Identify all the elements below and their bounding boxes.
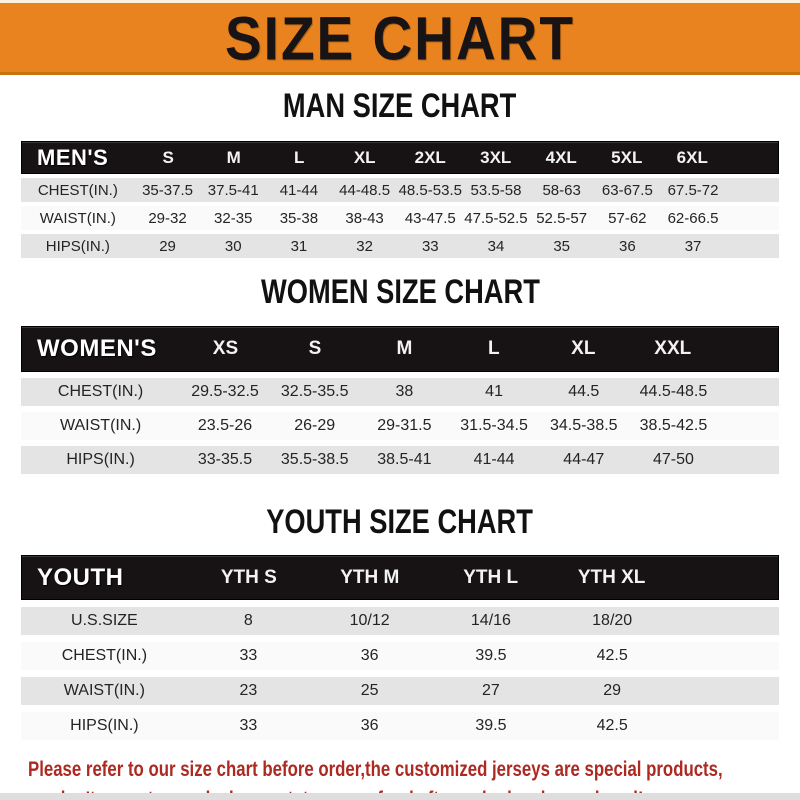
women-size-table — [21, 326, 779, 474]
youth-column-header: YTH M — [340, 566, 400, 588]
men-column-header: 4XL — [545, 147, 577, 167]
men-size-section — [21, 85, 779, 258]
youth-table-row — [21, 642, 779, 670]
row-label: HIPS(IN.) — [45, 237, 110, 255]
men-column-header: 3XL — [480, 147, 512, 167]
women-table-group-label: WOMEN'S — [37, 335, 157, 362]
men-column-header: M — [226, 147, 241, 167]
row-value: 31 — [290, 237, 308, 255]
row-value: 36 — [619, 237, 636, 255]
size-chart-banner — [0, 0, 800, 75]
women-table-row — [21, 412, 779, 440]
row-value: 29-32 — [148, 209, 187, 227]
row-value: 35-38 — [279, 209, 319, 227]
row-value: 33 — [239, 647, 258, 664]
row-value: 33 — [421, 237, 439, 255]
youth-table-row — [21, 712, 779, 740]
row-label: WAIST(IN.) — [39, 209, 116, 227]
row-value: 41-44 — [473, 451, 515, 468]
men-column-header: 5XL — [611, 147, 643, 167]
women-column-header: L — [488, 338, 500, 359]
row-value: 44-47 — [563, 451, 605, 468]
row-value: 8 — [243, 612, 253, 629]
youth-table-header-row — [21, 555, 779, 600]
men-column-header: 6XL — [676, 147, 708, 167]
men-table-row — [21, 234, 779, 258]
youth-section-title-text: YOUTH SIZE CHART — [266, 501, 534, 542]
row-value: 38-43 — [345, 209, 384, 227]
row-label: CHEST(IN.) — [61, 647, 148, 664]
row-value: 42.5 — [596, 717, 628, 734]
row-value: 32-35 — [214, 209, 253, 227]
row-value: 41 — [485, 383, 503, 400]
row-label: WAIST(IN.) — [63, 682, 145, 699]
women-section-title — [21, 271, 779, 312]
row-value: 42.5 — [596, 647, 628, 664]
row-value: 44.5 — [568, 383, 600, 400]
row-value: 35.5-38.5 — [280, 451, 349, 468]
men-column-header: L — [293, 147, 305, 167]
men-table-row — [21, 206, 779, 230]
row-value: 44.5-48.5 — [639, 383, 708, 400]
row-value: 25 — [360, 682, 379, 699]
youth-table-row — [21, 607, 779, 635]
men-table-row — [21, 178, 779, 202]
row-value: 29 — [159, 237, 176, 255]
row-value: 39.5 — [475, 717, 507, 734]
size-charts-container — [0, 85, 800, 740]
row-value: 67.5-72 — [667, 181, 719, 199]
women-column-header: XL — [571, 338, 596, 359]
row-value: 35 — [553, 237, 570, 255]
row-value: 53.5-58 — [470, 181, 522, 199]
men-column-header: 2XL — [414, 147, 446, 167]
row-value: 23 — [239, 682, 258, 699]
women-section-title-text: WOMEN SIZE CHART — [260, 271, 540, 312]
row-value: 33-35.5 — [197, 451, 253, 468]
row-value: 32 — [356, 237, 373, 255]
row-value: 36 — [360, 717, 379, 734]
youth-column-header: YTH S — [220, 566, 277, 588]
row-label: U.S.SIZE — [71, 612, 138, 629]
row-value: 58-63 — [542, 181, 581, 199]
row-label: CHEST(IN.) — [57, 383, 144, 400]
row-value: 34.5-38.5 — [549, 417, 618, 434]
row-value: 31.5-34.5 — [460, 417, 528, 434]
row-value: 47.5-52.5 — [464, 209, 528, 227]
youth-column-header: YTH XL — [577, 566, 646, 588]
row-value: 39.5 — [475, 647, 507, 664]
row-value: 30 — [224, 237, 242, 255]
row-value: 29 — [603, 682, 622, 699]
row-value: 27 — [482, 682, 500, 699]
row-value: 57-62 — [608, 209, 647, 227]
youth-section-title — [21, 501, 779, 542]
row-value: 43-47.5 — [404, 209, 456, 227]
row-value: 29.5-32.5 — [191, 383, 259, 400]
row-value: 14/16 — [470, 612, 511, 629]
row-value: 38 — [395, 383, 414, 400]
women-column-header: S — [308, 338, 322, 359]
women-column-header: M — [396, 338, 413, 359]
men-column-header: XL — [353, 147, 376, 167]
row-label: WAIST(IN.) — [60, 417, 142, 434]
youth-table-group-label: YOUTH — [37, 563, 124, 591]
row-value: 38.5-42.5 — [639, 417, 708, 434]
women-size-section — [21, 271, 779, 474]
row-value: 32.5-35.5 — [280, 383, 349, 400]
banner-title: SIZE CHART — [225, 2, 575, 73]
row-label: HIPS(IN.) — [66, 451, 135, 468]
row-value: 29-31.5 — [377, 417, 432, 434]
men-section-title — [21, 85, 779, 126]
men-column-header: S — [162, 147, 174, 167]
women-column-header: XXL — [654, 338, 692, 359]
men-section-title-text: MAN SIZE CHART — [283, 85, 517, 126]
row-value: 10/12 — [349, 612, 390, 629]
row-value: 26-29 — [294, 417, 336, 434]
row-value: 33 — [239, 717, 258, 734]
youth-size-section — [21, 501, 779, 740]
youth-column-header: YTH L — [463, 566, 519, 588]
row-value: 63-67.5 — [601, 181, 653, 199]
men-table-header-row — [21, 141, 779, 174]
row-value: 37 — [684, 237, 702, 255]
row-value: 37.5-41 — [207, 181, 259, 199]
row-value: 47-50 — [652, 451, 694, 468]
row-value: 48.5-53.5 — [398, 181, 462, 199]
row-value: 41-44 — [279, 181, 319, 199]
women-table-header-row — [21, 326, 779, 372]
women-table-row — [21, 446, 779, 474]
row-value: 38.5-41 — [377, 451, 432, 468]
row-value: 34 — [487, 237, 505, 255]
row-value: 44-48.5 — [339, 181, 391, 199]
bottom-edge-strip — [0, 793, 800, 800]
row-value: 23.5-26 — [197, 417, 253, 434]
women-table-row — [21, 378, 779, 406]
row-value: 52.5-57 — [536, 209, 588, 227]
row-value: 36 — [360, 647, 379, 664]
row-value: 18/20 — [592, 612, 633, 629]
men-table-group-label: MEN'S — [37, 144, 109, 170]
row-label: CHEST(IN.) — [37, 181, 118, 199]
women-column-header: XS — [212, 338, 239, 359]
row-value: 35-37.5 — [142, 181, 193, 199]
notice-line-1: Please refer to our size chart before order,the customized jerseys are special products, — [28, 758, 723, 781]
row-label: HIPS(IN.) — [70, 717, 139, 734]
youth-table-row — [21, 677, 779, 705]
row-value: 62-66.5 — [667, 209, 719, 227]
youth-size-table — [21, 555, 779, 740]
men-size-table — [21, 141, 779, 258]
